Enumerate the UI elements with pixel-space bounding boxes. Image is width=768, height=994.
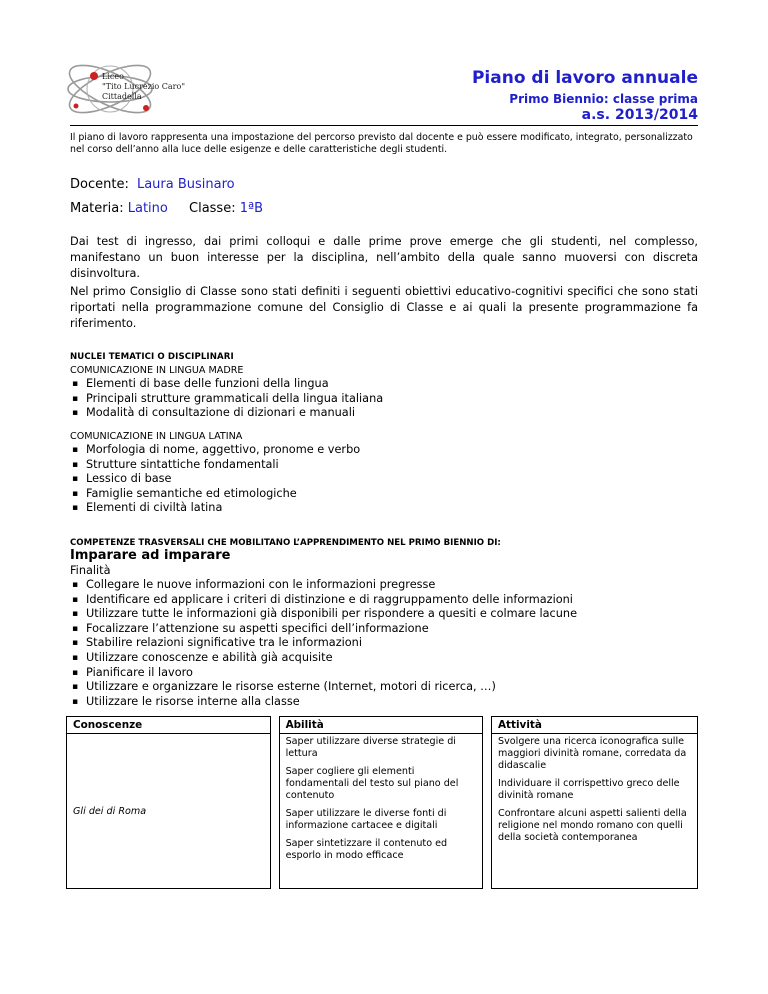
list-item: ▪ Collegare le nuove informazioni con le informazioni pregresse <box>70 578 698 593</box>
column-gap <box>270 734 279 889</box>
attivita-item: Svolgere una ricerca iconografica sulle maggiori divinità romane, corredata da didascalie <box>498 736 687 771</box>
list-item: ▪ Modalità di consultazione di dizionari e manuali <box>70 406 698 421</box>
abilita-item: Saper utilizzare diverse strategie di lettura <box>285 736 456 759</box>
competenze-heading <box>70 530 501 549</box>
list-item: ▪ Lessico di base <box>70 472 698 487</box>
classe-label: Classe: <box>189 201 236 216</box>
list-item: ▪ Elementi di civiltà latina <box>70 501 698 516</box>
header-conoscenze: Conoscenze <box>67 717 271 734</box>
list-item: ▪ Utilizzare e organizzare le risorse esterne (Internet, motori di ricerca, …) <box>70 680 698 695</box>
list-item: ▪ Elementi di base delle funzioni della lingua <box>70 377 698 392</box>
header-title-block <box>472 68 698 123</box>
list-item: ▪ Stabilire relazioni significative tra le informazioni <box>70 636 698 651</box>
list-item: ▪ Utilizzare tutte le informazioni già disponibili per rispondere a quesiti e colmare lacune <box>70 607 698 622</box>
paragraph-consiglio: Nel primo Consiglio di Classe sono stati definiti i seguenti obiettivi educativo-cognitivi specifici che sono stati riportati nella programmazione comune del Consiglio di Classe e ai quali la presente programmazione fa riferimento. <box>70 285 698 330</box>
header-abilita: Abilità <box>279 717 483 734</box>
group-latina-title: COMUNICAZIONE IN LINGUA LATINA <box>70 431 243 442</box>
list-item: ▪ Utilizzare le risorse interne alla classe <box>70 695 698 710</box>
docente-label: Docente: <box>70 177 129 192</box>
cell-conoscenze: Gli dei di Roma <box>67 734 271 889</box>
group-madre-title: COMUNICAZIONE IN LINGUA MADRE <box>70 365 244 376</box>
list-item: ▪ Famiglie semantiche ed etimologiche <box>70 487 698 502</box>
section-title: Imparare ad imparare <box>70 548 231 563</box>
materia-value: Latino <box>127 201 168 216</box>
docente-value: Laura Businaro <box>136 177 235 192</box>
finalita-label: Finalità <box>70 564 111 577</box>
classe-value: 1ªB <box>239 201 264 216</box>
logo-line-2: "Tito Lucrezio Caro" <box>102 82 185 91</box>
nuclei-heading-text: NUCLEI TEMATICI O DISCIPLINARI <box>70 352 234 362</box>
classe-line <box>189 201 263 216</box>
header-attivita: Attività <box>492 717 698 734</box>
cell-attivita <box>492 734 698 889</box>
column-gap <box>483 717 492 734</box>
finalita-list <box>70 578 698 709</box>
intro-note: Il piano di lavoro rappresenta una impostazione del percorso previsto dal docente e può essere modificato, integrato, personalizzato nel corso dell’anno alla luce delle esigenze e delle caratteristiche degli studenti. <box>70 132 693 155</box>
column-gap <box>270 717 279 734</box>
logo-line-3: Cittadella <box>102 92 142 101</box>
group-latina-list <box>70 443 698 516</box>
list-item: ▪ Strutture sintattiche fondamentali <box>70 458 698 473</box>
materia-line <box>70 201 168 216</box>
competenze-heading-text: COMPETENZE TRASVERSALI CHE MOBILITANO L’APPRENDIMENTO NEL PRIMO BIENNIO DI: <box>70 538 501 548</box>
list-item: ▪ Morfologia di nome, aggettivo, pronome e verbo <box>70 443 698 458</box>
list-item: ▪ Identificare ed applicare i criteri di distinzione e di raggruppamento delle informazioni <box>70 593 698 608</box>
paragraph-ingresso: Dai test di ingresso, dai primi colloqui e dalle prime prove emerge che gli studenti, nel complesso, manifestano un buon interesse per la disciplina, nell’ambito della quale sanno muoversi con discreta disinvoltura. <box>70 235 698 280</box>
materia-label: Materia: <box>70 201 124 216</box>
school-year: a.s. 2013/2014 <box>581 107 698 123</box>
table-header-row <box>67 717 698 734</box>
cell-abilita <box>279 734 483 889</box>
abilita-item: Saper utilizzare le diverse fonti di informazione cartacee e digitali <box>285 808 447 831</box>
logo-line-1: Liceo <box>102 72 124 81</box>
column-gap <box>483 734 492 889</box>
list-item: ▪ Principali strutture grammaticali della lingua italiana <box>70 392 698 407</box>
header-divider <box>70 125 698 126</box>
attivita-item: Confrontare alcuni aspetti salienti della religione nel mondo romano con quelli della società contemporanea <box>498 808 687 843</box>
attivita-item: Individuare il corrispettivo greco delle divinità romane <box>498 778 680 801</box>
list-item: ▪ Pianificare il lavoro <box>70 666 698 681</box>
group-madre-list <box>70 377 698 421</box>
table-row <box>67 734 698 889</box>
list-item: ▪ Utilizzare conoscenze e abilità già acquisite <box>70 651 698 666</box>
school-logo <box>62 46 222 132</box>
abilita-item: Saper sintetizzare il contenuto ed esporlo in modo efficace <box>285 838 448 861</box>
document-title: Piano di lavoro annuale <box>471 68 698 88</box>
list-item: ▪ Focalizzare l’attenzione su aspetti specifici dell’informazione <box>70 622 698 637</box>
conoscenze-table <box>66 716 698 889</box>
abilita-item: Saper cogliere gli elementi fondamentali del testo sul piano del contenuto <box>285 766 459 801</box>
docente-line <box>70 177 235 192</box>
logo-text <box>102 72 185 102</box>
nuclei-heading <box>70 344 234 363</box>
document-subtitle: Primo Biennio: classe prima <box>509 92 698 106</box>
